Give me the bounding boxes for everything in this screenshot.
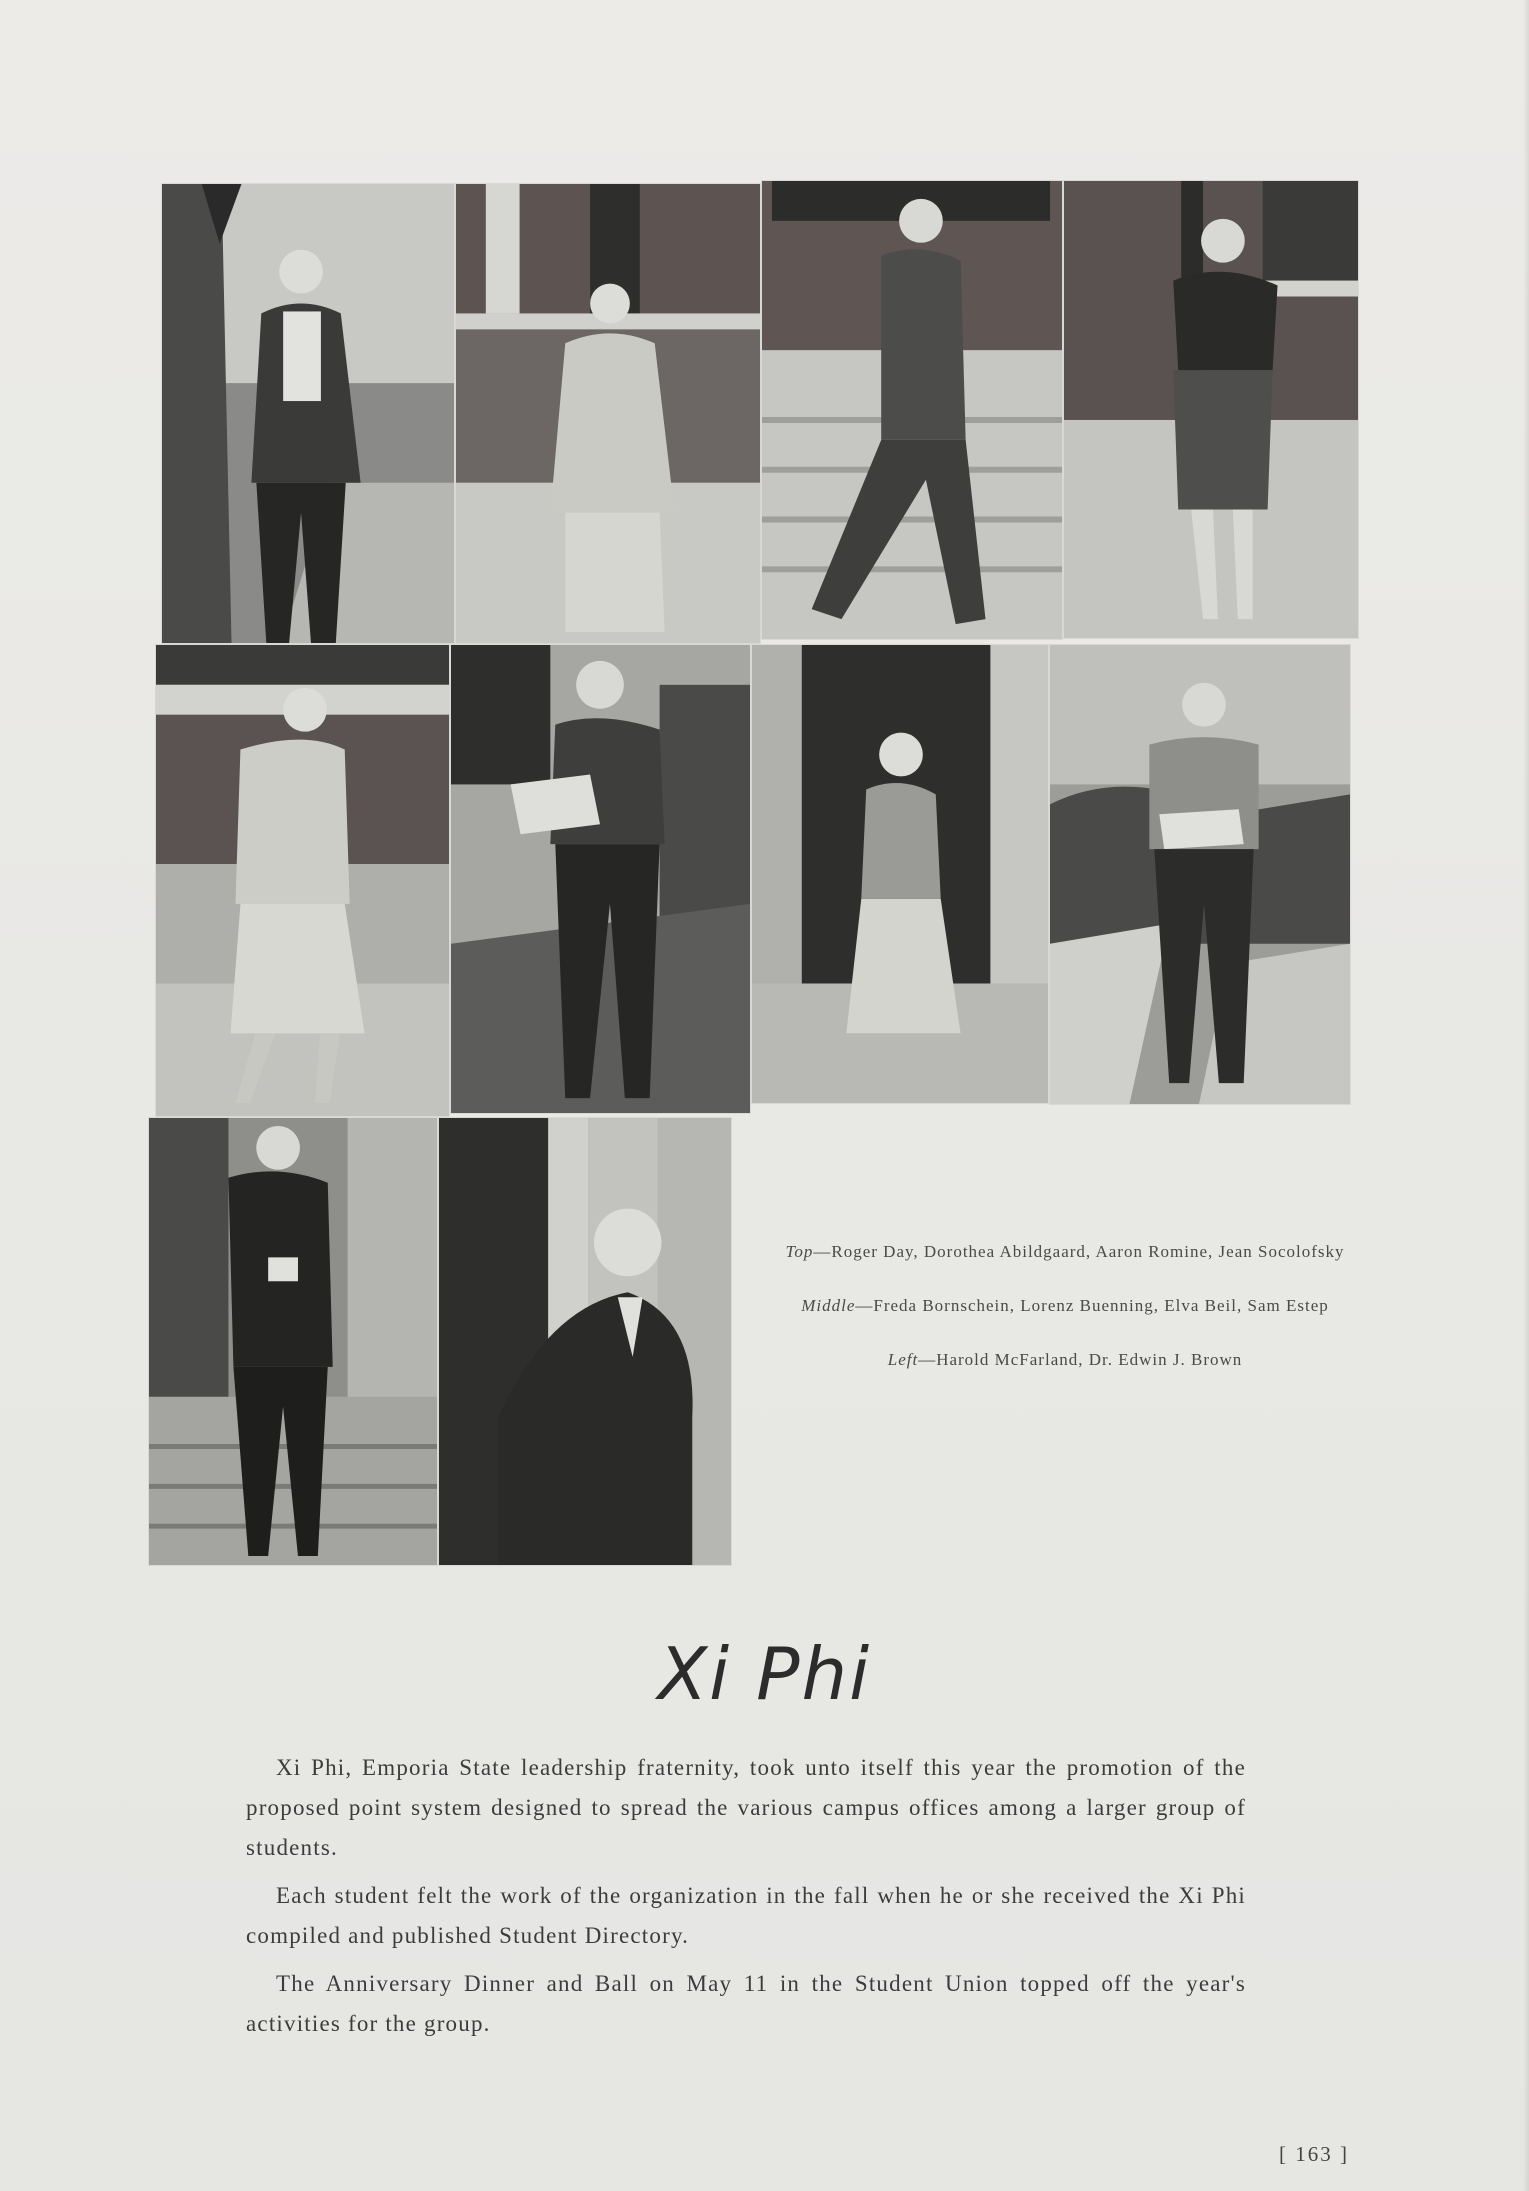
caption-middle	[785, 1294, 1345, 1317]
caption-left-label: Left	[887, 1350, 919, 1369]
paragraph-3: The Anniversary Dinner and Ball on May 11 in the Student Union topped off the year's activities for the group.	[246, 1971, 1246, 2036]
paragraph-1: Xi Phi, Emporia State leadership fraternity, took unto itself this year the promotion of the proposed point system designed to spread the various campus offices among a larger group of students.	[246, 1755, 1246, 1860]
photo-edwin-j-brown	[438, 1117, 732, 1566]
caption-top-names: —Roger Day, Dorothea Abildgaard, Aaron Romine, Jean Socolofsky	[813, 1242, 1345, 1261]
photo-elva-beil	[751, 644, 1049, 1104]
caption-middle-names: —Freda Bornschein, Lorenz Buenning, Elva Beil, Sam Estep	[855, 1296, 1329, 1315]
photo-aaron-romine	[761, 180, 1063, 640]
photo-harold-mcfarland	[148, 1117, 438, 1566]
caption-top-label: Top	[785, 1242, 814, 1261]
photo-freda-bornschein	[155, 644, 450, 1117]
photo-roger-day	[161, 183, 455, 644]
photo-captions	[785, 1240, 1345, 1402]
article-body	[246, 1748, 1246, 2052]
page-title: Xi Phi	[657, 1632, 872, 1716]
photo-dorothea-abildgaard	[455, 183, 761, 644]
caption-top	[785, 1240, 1345, 1263]
caption-middle-label: Middle	[801, 1296, 856, 1315]
photo-sam-estep	[1049, 644, 1351, 1105]
caption-left	[785, 1348, 1345, 1371]
photo-jean-socolofsky	[1063, 180, 1359, 639]
caption-left-names: —Harold McFarland, Dr. Edwin J. Brown	[918, 1350, 1243, 1369]
paragraph-2: Each student felt the work of the organization in the fall when he or she received the Xi Phi compiled and published Student Directory.	[246, 1883, 1246, 1948]
page-number: [ 163 ]	[1279, 2142, 1349, 2166]
photo-lorenz-buenning	[450, 644, 751, 1114]
